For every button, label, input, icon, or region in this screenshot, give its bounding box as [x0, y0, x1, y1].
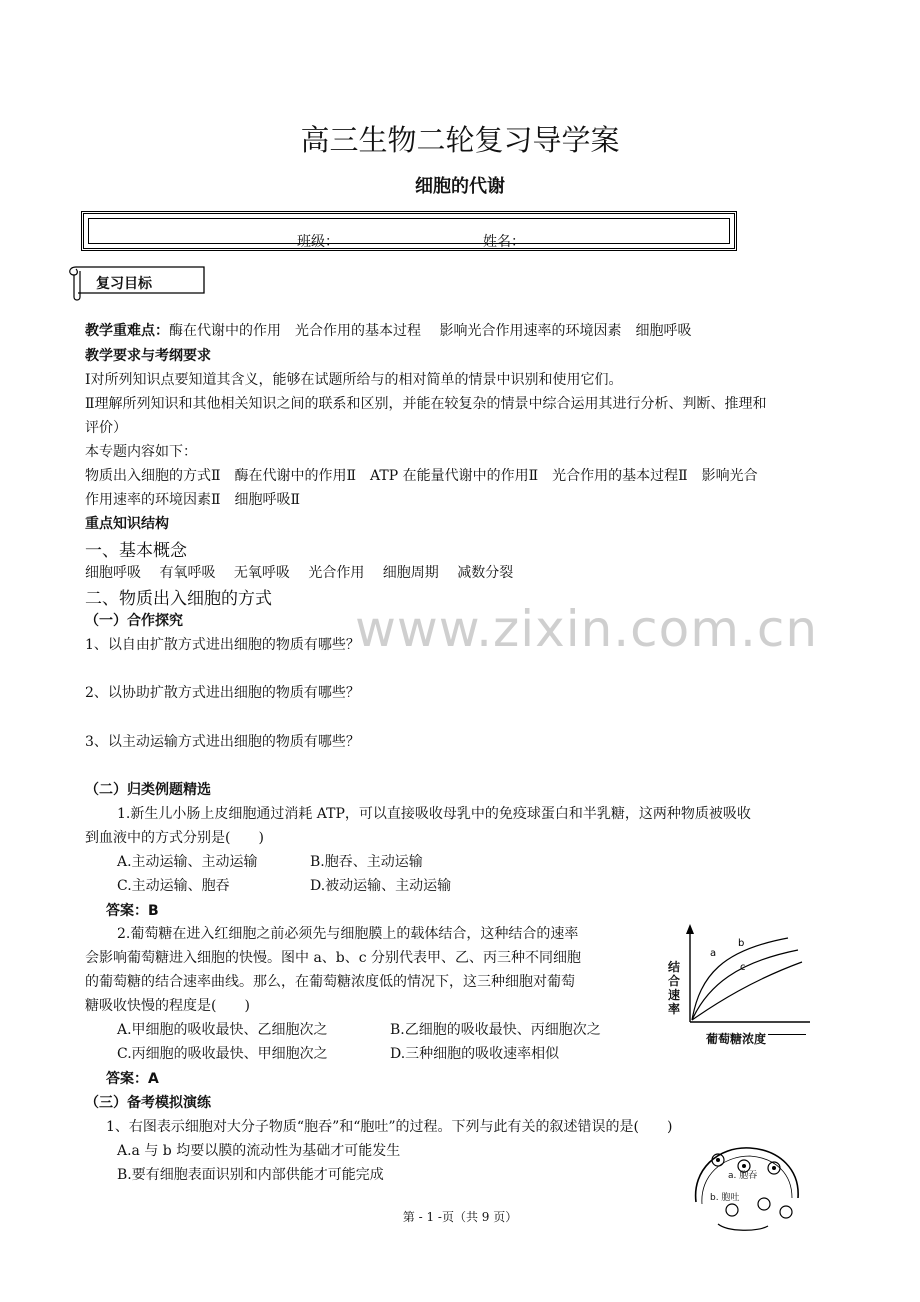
example-2-line-1: 2.葡萄糖在进入红细胞之前必须先与细胞膜上的载体结合，这种结合的速率: [117, 926, 579, 942]
subsection-1-heading: （一）合作探究: [85, 613, 183, 629]
example-2-line-4: 糖吸收快慢的程度是( ): [85, 998, 250, 1014]
subsection-3-heading: （三）备考模拟演练: [85, 1095, 211, 1111]
subsection-2-heading: （二）归类例题精选: [85, 782, 211, 798]
example-1-line-1: 1.新生儿小肠上皮细胞通过消耗 ATP，可以直接吸收母乳中的免疫球蛋白和半乳糖，这两种物质被吸收: [117, 806, 751, 822]
example-1-option-a: A.主动运输、主动运输: [117, 854, 258, 870]
example-2-line-2: 会影响葡萄糖进入细胞的快慢。图中 a、b、c 分别代表甲、乙、丙三种不同细胞: [85, 950, 582, 966]
question-2: 2、以协助扩散方式进出细胞的物质有哪些？: [85, 685, 360, 701]
focus-line: [85, 320, 691, 340]
watermark: www.zixin.com.cn: [355, 600, 819, 658]
figure-label-exocytosis: b. 胞吐: [710, 1193, 740, 1203]
requirement-line-2-cont: 评价）: [85, 420, 127, 436]
example-2-answer: 答案：A: [106, 1071, 159, 1087]
topic-intro: 本专题内容如下：: [85, 444, 197, 460]
example-2-option-d: D.三种细胞的吸收速率相似: [390, 1046, 560, 1062]
requirement-line-2: Ⅱ理解所列知识和其他相关知识之间的联系和区别，并能在较复杂的情景中综合运用其进行分析、判断、推理和: [85, 396, 767, 412]
page-footer: 第 - 1 -页（共 9 页）: [402, 1210, 518, 1224]
section-1-heading: 一、基本概念: [85, 541, 187, 561]
document-subtitle: 细胞的代谢: [415, 176, 505, 197]
focus-label: 教学重难点：: [85, 323, 169, 339]
topic-line-1: 物质出入细胞的方式Ⅱ 酶在代谢中的作用Ⅱ ATP 在能量代谢中的作用Ⅱ 光合作用的基本过程Ⅱ 影响光合: [85, 468, 758, 484]
example-2-option-c: C.丙细胞的吸收最快、甲细胞次之: [117, 1046, 328, 1062]
student-info-box: [81, 211, 737, 251]
section-2-heading: 二、物质出入细胞的方式: [85, 589, 272, 609]
chart-y-arrow-icon: [686, 924, 694, 934]
mock-option-b: B.要有细胞表面识别和内部供能才可能完成: [117, 1167, 384, 1183]
curve-a: [692, 938, 788, 1020]
mock-option-a: A.a 与 b 均要以膜的流动性为基础才可能发生: [117, 1143, 401, 1159]
example-2-option-b: B.乙细胞的吸收最快、丙细胞次之: [390, 1022, 601, 1038]
curve-label-c: c: [740, 962, 746, 973]
document-title: 高三生物二轮复习导学案: [300, 123, 620, 157]
chart-y-label: 结合速率: [668, 960, 681, 1016]
curve-label-a: a: [710, 948, 717, 959]
topic-line-2: 作用速率的环境因素Ⅱ 细胞呼吸Ⅱ: [85, 492, 301, 508]
student-info-inner: [88, 218, 730, 250]
curve-label-b: b: [738, 938, 745, 949]
example-2-line-3: 的葡萄糖的结合速率曲线。那么，在葡萄糖浓度低的情况下，这三种细胞对葡萄: [85, 974, 575, 990]
question-3: 3、以主动运输方式进出细胞的物质有哪些？: [85, 734, 360, 750]
example-1-option-b: B.胞吞、主动运输: [310, 854, 423, 870]
mock-question-1: 1、右图表示细胞对大分子物质“胞吞”和“胞吐”的过程。下列与此有关的叙述错误的是( ): [106, 1119, 673, 1135]
example-2-option-a: A.甲细胞的吸收最快、乙细胞次之: [117, 1022, 328, 1038]
binding-rate-chart: [668, 920, 818, 1054]
section-1-terms: 细胞呼吸 有氧呼吸 无氧呼吸 光合作用 细胞周期 减数分裂: [85, 565, 514, 581]
chart-x-arrow-icon: [768, 1034, 806, 1035]
example-1-option-c: C.主动运输、胞吞: [117, 878, 230, 894]
focus-text: 酶在代谢中的作用 光合作用的基本过程 影响光合作用速率的环境因素 细胞呼吸: [169, 323, 692, 339]
chart-x-label: 葡萄糖浓度: [706, 1032, 767, 1046]
requirement-line-1: Ⅰ对所列知识点要知道其含义，能够在试题所给与的相对简单的情景中识别和使用它们。: [85, 372, 623, 388]
class-label: 班级：: [297, 234, 339, 250]
structure-heading: 重点知识结构: [85, 516, 169, 532]
figure-label-endocytosis: a. 胞吞: [728, 1171, 758, 1181]
example-1-line-2: 到血液中的方式分别是( ): [85, 830, 264, 846]
requirements-heading: 教学要求与考纲要求: [85, 348, 211, 364]
review-goals-badge: [66, 263, 206, 301]
example-1-answer: 答案：B: [106, 903, 159, 919]
curve-c: [692, 962, 802, 1020]
question-1: 1、以自由扩散方式进出细胞的物质有哪些？: [85, 637, 360, 653]
example-1-option-d: D.被动运输、主动运输: [310, 878, 452, 894]
review-goals-label: 复习目标: [96, 276, 152, 292]
name-label: 姓名：: [483, 234, 525, 250]
